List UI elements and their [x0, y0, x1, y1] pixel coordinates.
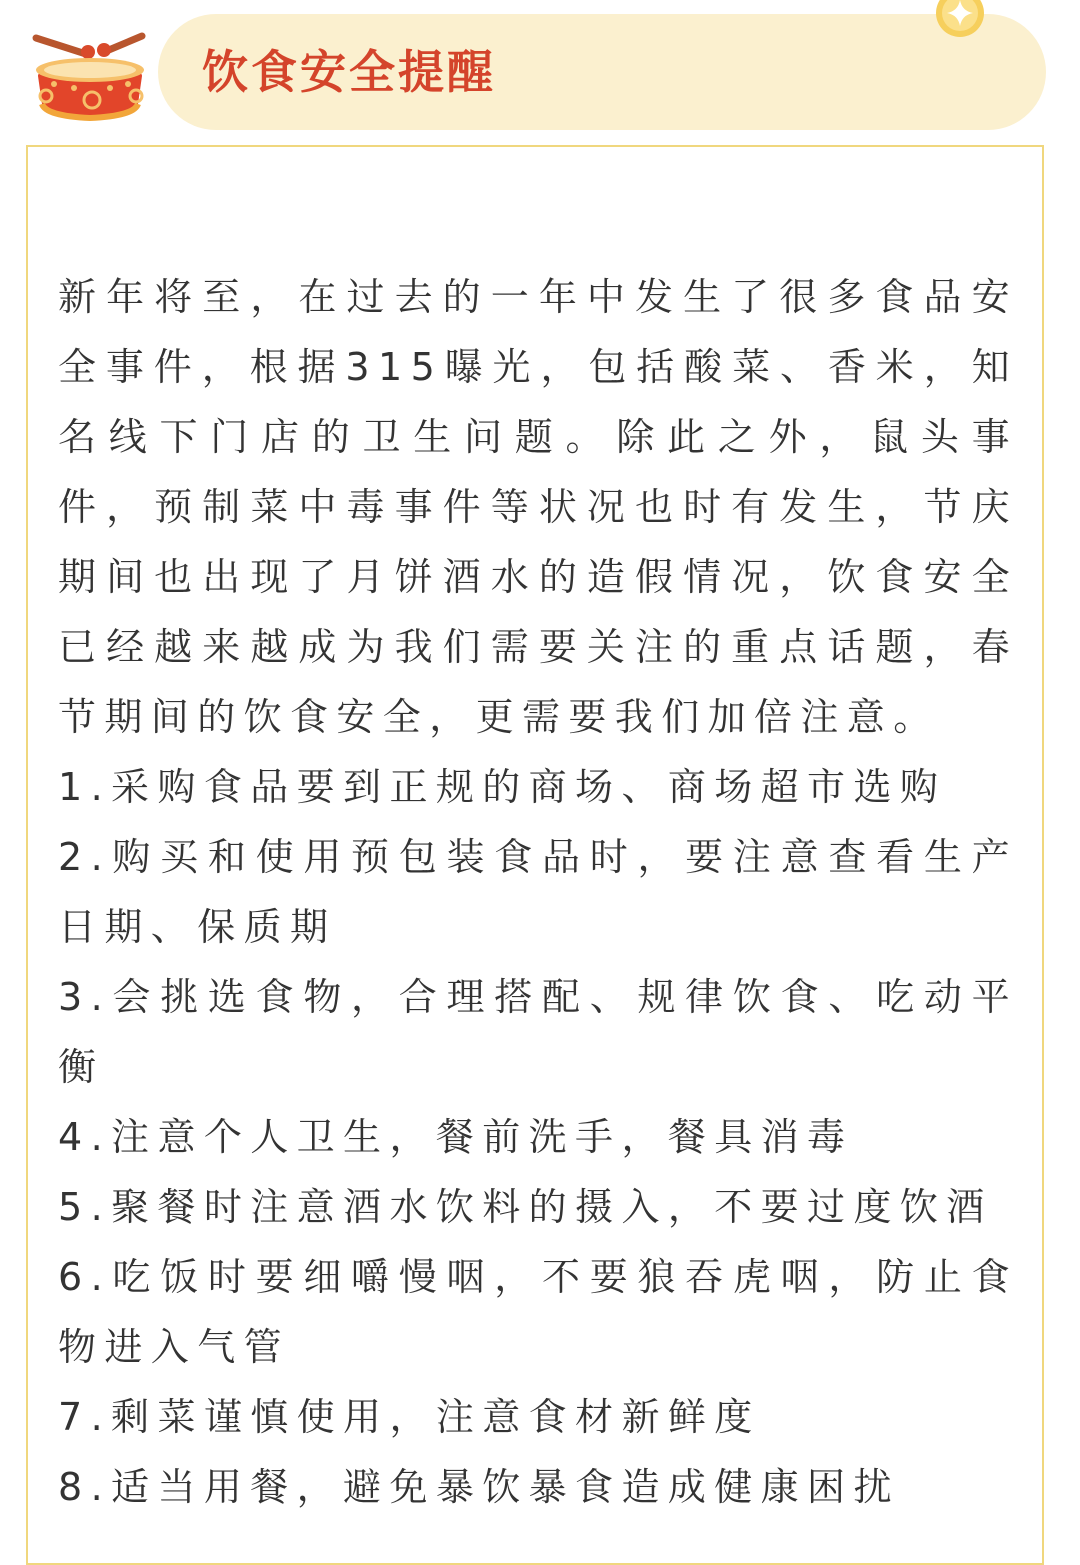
- intro-paragraph: 新年将至，在过去的一年中发生了很多食品安全事件，根据315曝光，包括酸菜、香米，知名线下门店的卫生问题。除此之外，鼠头事件，预制菜中毒事件等状况也时有发生，节庆期间也出现了月饼酒水的造假情况，饮食安全已经越来越成为我们需要关注的重点话题，春节期间的饮食安全，更需要我们加倍注意。: [58, 275, 1018, 739]
- page-title: 饮食安全提醒: [202, 45, 496, 99]
- tip-item: 4.注意个人卫生，餐前洗手，餐具消毒: [58, 1115, 854, 1159]
- tip-item: 7.剩菜谨慎使用，注意食材新鲜度: [58, 1395, 761, 1439]
- tip-item: 6.吃饭时要细嚼慢咽，不要狼吞虎咽，防止食物进入气管: [58, 1255, 1018, 1369]
- tip-item: 2.购买和使用预包装食品时，要注意查看生产日期、保质期: [58, 835, 1018, 949]
- sparkle-coin-icon: [935, 0, 985, 38]
- tip-item: 1.采购食品要到正规的商场、商场超市选购: [58, 765, 947, 809]
- article-body: [58, 262, 1018, 1522]
- tip-item: 5.聚餐时注意酒水饮料的摄入，不要过度饮酒: [58, 1185, 993, 1229]
- festival-drum-icon: [24, 18, 156, 128]
- tip-item: 3.会挑选食物，合理搭配、规律饮食、吃动平衡: [58, 975, 1018, 1089]
- tip-item: 8.适当用餐，避免暴饮暴食造成健康困扰: [58, 1465, 900, 1509]
